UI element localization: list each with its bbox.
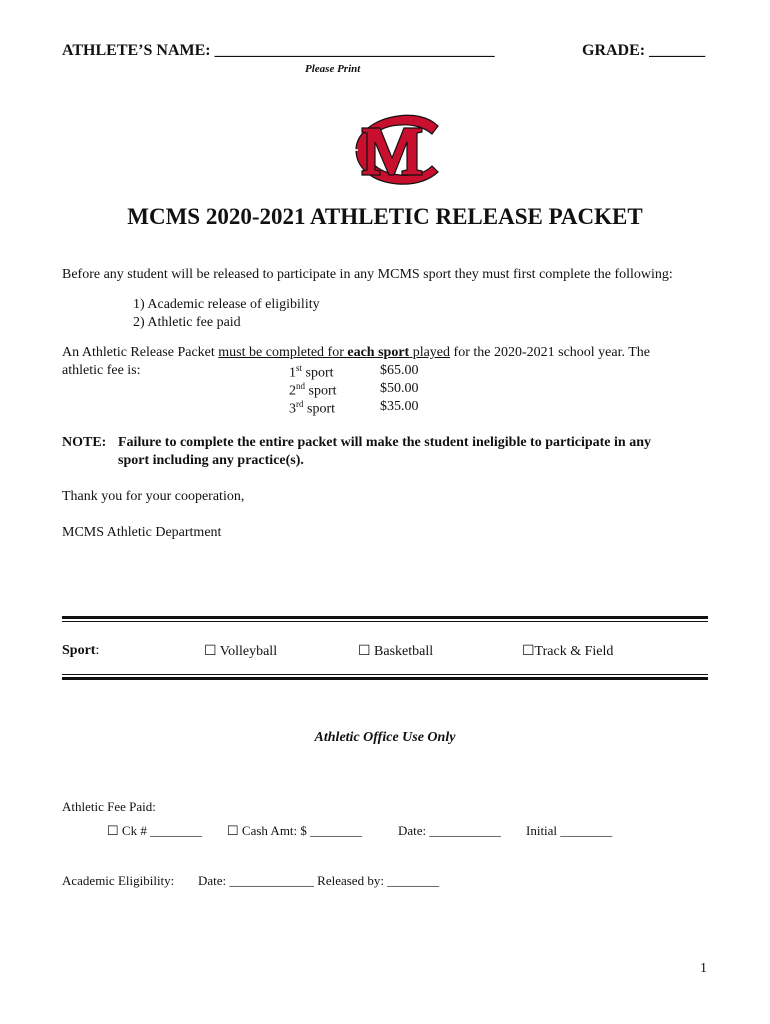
athlete-name-label: ATHLETE’S NAME: [62, 42, 211, 59]
initial-field[interactable]: Initial ________ [526, 823, 613, 838]
requirement-item-1: 1) Academic release of eligibility [133, 297, 320, 312]
mc-logo [340, 112, 444, 188]
note-line-2: sport including any practice(s). [118, 453, 304, 468]
intro-text: Before any student will be released to participate in any MCMS sport they must first complete the following: [62, 267, 673, 282]
grade-label: GRADE: [582, 42, 646, 59]
note-line-1: Failure to complete the entire packet will make the student ineligible to participate in any [118, 435, 651, 450]
sport-option-volleyball[interactable]: ☐ Volleyball [204, 644, 278, 659]
eligibility-fields[interactable]: Date: _____________ Released by: ________ [198, 873, 440, 888]
fee-row-2 [289, 381, 337, 400]
athlete-name-row [62, 42, 495, 60]
fee-amount-1: $65.00 [380, 363, 419, 378]
divider-top-thin [62, 621, 708, 622]
fee-ordinal: 2 [289, 383, 296, 399]
office-use-title: Athletic Office Use Only [314, 730, 456, 745]
packet-text-underlined: must be completed for [218, 345, 348, 360]
fee-label: sport [305, 365, 334, 381]
page-title: MCMS 2020-2021 ATHLETIC RELEASE PACKET [127, 204, 643, 229]
divider-bottom-thin [62, 674, 708, 675]
sport-label-colon: : [95, 643, 100, 658]
packet-paragraph-line1 [62, 345, 650, 361]
sport-label-text: Sport [62, 643, 96, 658]
fee-row-1 [289, 363, 334, 382]
requirement-item-2: 2) Athletic fee paid [133, 315, 241, 330]
packet-paragraph-line2: athletic fee is: [62, 363, 141, 378]
signoff-text: MCMS Athletic Department [62, 525, 222, 540]
please-print-hint: Please Print [305, 63, 361, 75]
fee-ordinal: 1 [289, 365, 296, 381]
fee-ordinal-suffix: st [296, 363, 303, 373]
note-label: NOTE: [62, 435, 107, 450]
packet-text-played: played [409, 345, 451, 360]
packet-text-each-sport: each sport [347, 345, 410, 360]
page-number: 1 [700, 961, 707, 976]
divider-bottom-thick [62, 677, 708, 680]
grade-row [582, 42, 705, 60]
fee-ordinal: 3 [289, 401, 296, 417]
fee-label: sport [308, 383, 337, 399]
fee-amount-2: $50.00 [380, 381, 419, 396]
sport-label [62, 643, 99, 659]
fee-date-field[interactable]: Date: ___________ [398, 823, 501, 838]
fee-ordinal-suffix: nd [296, 381, 305, 391]
sport-option-basketball[interactable]: ☐ Basketball [358, 644, 434, 659]
divider-top-thick [62, 616, 708, 619]
packet-text-pre: An Athletic Release Packet [62, 345, 219, 360]
thanks-text: Thank you for your cooperation, [62, 489, 245, 504]
mc-logo-graphic [340, 112, 444, 188]
fee-label: sport [307, 401, 335, 417]
fee-paid-label: Athletic Fee Paid: [62, 799, 156, 814]
athlete-name-field[interactable]: ___________________________________ [214, 42, 495, 59]
grade-field[interactable]: _______ [649, 42, 706, 59]
fee-ordinal-suffix: rd [296, 399, 304, 409]
eligibility-label: Academic Eligibility: [62, 873, 175, 888]
packet-text-post: for the 2020-2021 school year. The [450, 345, 651, 360]
fee-row-3 [289, 399, 335, 418]
cash-amount-field[interactable]: ☐ Cash Amt: $ ________ [227, 823, 363, 838]
check-number-field[interactable]: ☐ Ck # ________ [107, 823, 203, 838]
fee-amount-3: $35.00 [380, 399, 419, 414]
sport-option-track-field[interactable]: ☐Track & Field [522, 644, 614, 659]
